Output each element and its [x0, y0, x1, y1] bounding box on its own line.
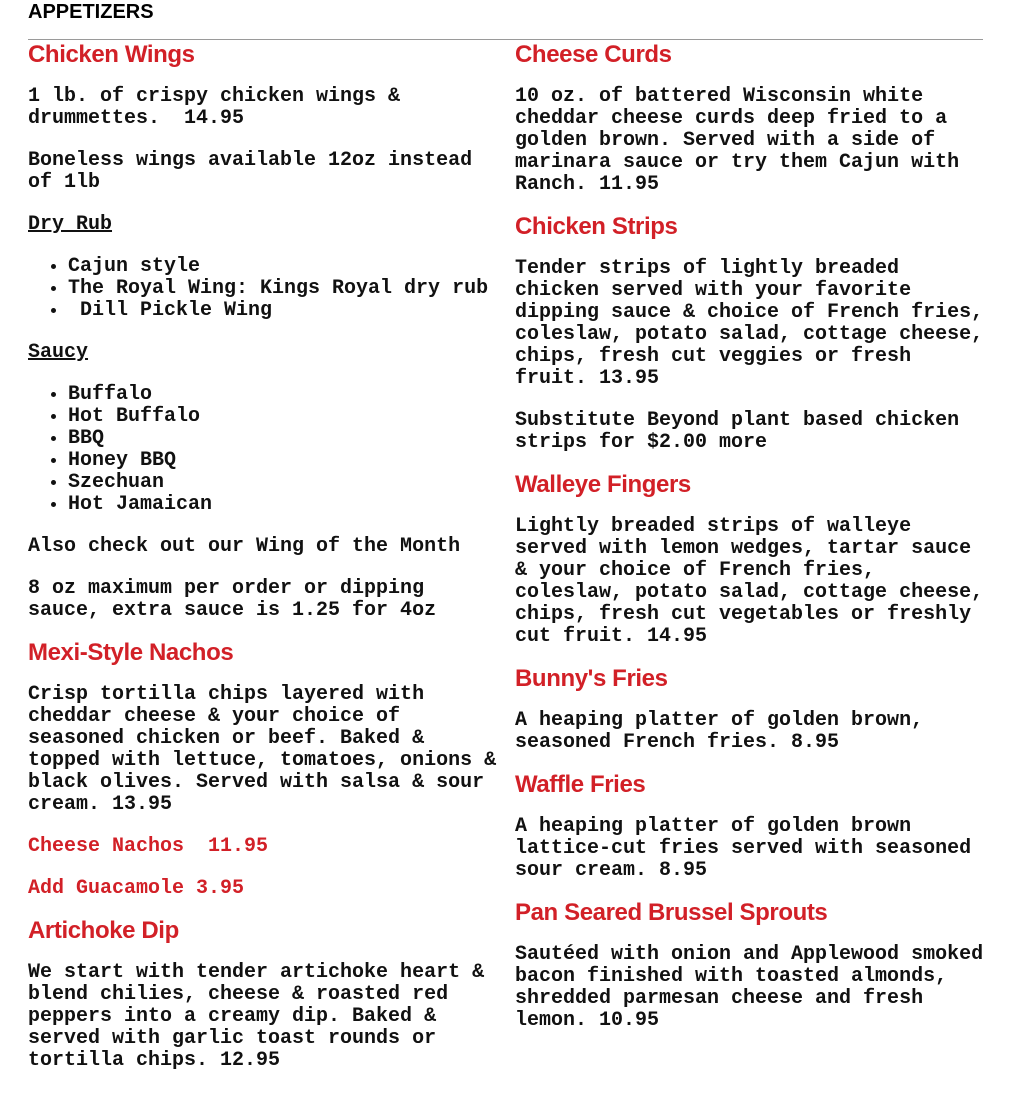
substitute-note: Substitute Beyond plant based chicken strips for $2.00 more: [515, 409, 972, 454]
item-description: We start with tender artichoke heart & blend chilies, cheese & roasted red peppers into a creamy dip. Baked & served with garlic toast rounds or tortilla chips. 12.95: [28, 961, 497, 1072]
dry-rub-list: [28, 256, 498, 322]
list-item: • Hot Buffalo: [68, 406, 498, 428]
item-title: Mexi-Style Nachos: [28, 639, 234, 666]
menu-item-walleye-fingers: [515, 470, 996, 648]
list-item: • Honey BBQ: [68, 450, 498, 472]
item-title: Waffle Fries: [515, 771, 646, 798]
menu-item-chicken-wings: [28, 40, 498, 622]
item-description: 10 oz. of battered Wisconsin white cheddar cheese curds deep fried to a golden brown. Served with a side of marinara sauce or try them Cajun with Ranch. 11.95: [515, 85, 972, 196]
list-item: • Hot Jamaican: [68, 494, 498, 516]
menu-item-waffle-fries: [515, 770, 985, 882]
item-title: Chicken Wings: [28, 41, 195, 68]
item-description: Tender strips of lightly breaded chicken served with your favorite dipping sauce & choice of French fries, coleslaw, potato salad, cottage cheese, chips, fresh cut veggies or fresh fruit. 13.95: [515, 257, 996, 390]
menu-item-chicken-strips: [515, 212, 996, 454]
boneless-note: Boneless wings available 12oz instead of 1lb: [28, 149, 485, 194]
saucy-list: [28, 384, 498, 516]
item-description: Crisp tortilla chips layered with cheddar cheese & your choice of seasoned chicken or beef. Baked & topped with lettuce, tomatoes, onions & black olives. Served with salsa & sour cream. 13.95: [28, 683, 509, 816]
item-description: A heaping platter of golden brown, seasoned French fries. 8.95: [515, 709, 936, 754]
list-item: • Dill Pickle Wing: [68, 300, 498, 322]
list-item: • BBQ: [68, 428, 498, 450]
menu-item-pan-seared-brussel-sprouts: [515, 898, 996, 1032]
menu-item-mexi-style-nachos: [28, 638, 509, 900]
menu-item-cheese-curds: [515, 40, 985, 196]
item-title: Chicken Strips: [515, 213, 678, 240]
saucy-heading: Saucy: [28, 341, 89, 364]
wing-of-the-month-note: Also check out our Wing of the Month: [28, 535, 461, 558]
list-item: • Cajun style: [68, 256, 498, 278]
item-title: Pan Seared Brussel Sprouts: [515, 899, 828, 926]
list-item: • Buffalo: [68, 384, 498, 406]
item-description: Lightly breaded strips of walleye served with lemon wedges, tartar sauce & your choice of French fries, coleslaw, potato salad, cottage cheese, chips, fresh cut vegetables or freshly cut fruit. 14.95: [515, 515, 996, 648]
item-title: Walleye Fingers: [515, 471, 691, 498]
item-title: Bunny's Fries: [515, 665, 668, 692]
sauce-limit-note: 8 oz maximum per order or dipping sauce, extra sauce is 1.25 for 4oz: [28, 577, 437, 622]
list-item: • The Royal Wing: Kings Royal dry rub: [68, 278, 498, 300]
item-title: Artichoke Dip: [28, 917, 179, 944]
dry-rub-heading: Dry Rub: [28, 213, 113, 236]
item-description: A heaping platter of golden brown lattice-cut fries served with seasoned sour cream. 8.95: [515, 815, 984, 882]
item-description: Sautéed with onion and Applewood smoked bacon finished with toasted almonds, shredded parmesan cheese and fresh lemon. 10.95: [515, 943, 996, 1032]
menu-item-bunnys-fries: [515, 664, 985, 754]
list-item: • Szechuan: [68, 472, 498, 494]
right-column: [515, 40, 996, 1032]
item-title: Cheese Curds: [515, 41, 672, 68]
section-title: APPETIZERS: [28, 1, 154, 23]
cheese-nachos-option: Cheese Nachos 11.95: [28, 835, 269, 858]
menu-item-artichoke-dip: [28, 916, 498, 1072]
left-column: [28, 40, 509, 1072]
add-guacamole-option: Add Guacamole 3.95: [28, 877, 245, 900]
item-description: 1 lb. of crispy chicken wings & drummettes. 14.95: [28, 85, 413, 130]
